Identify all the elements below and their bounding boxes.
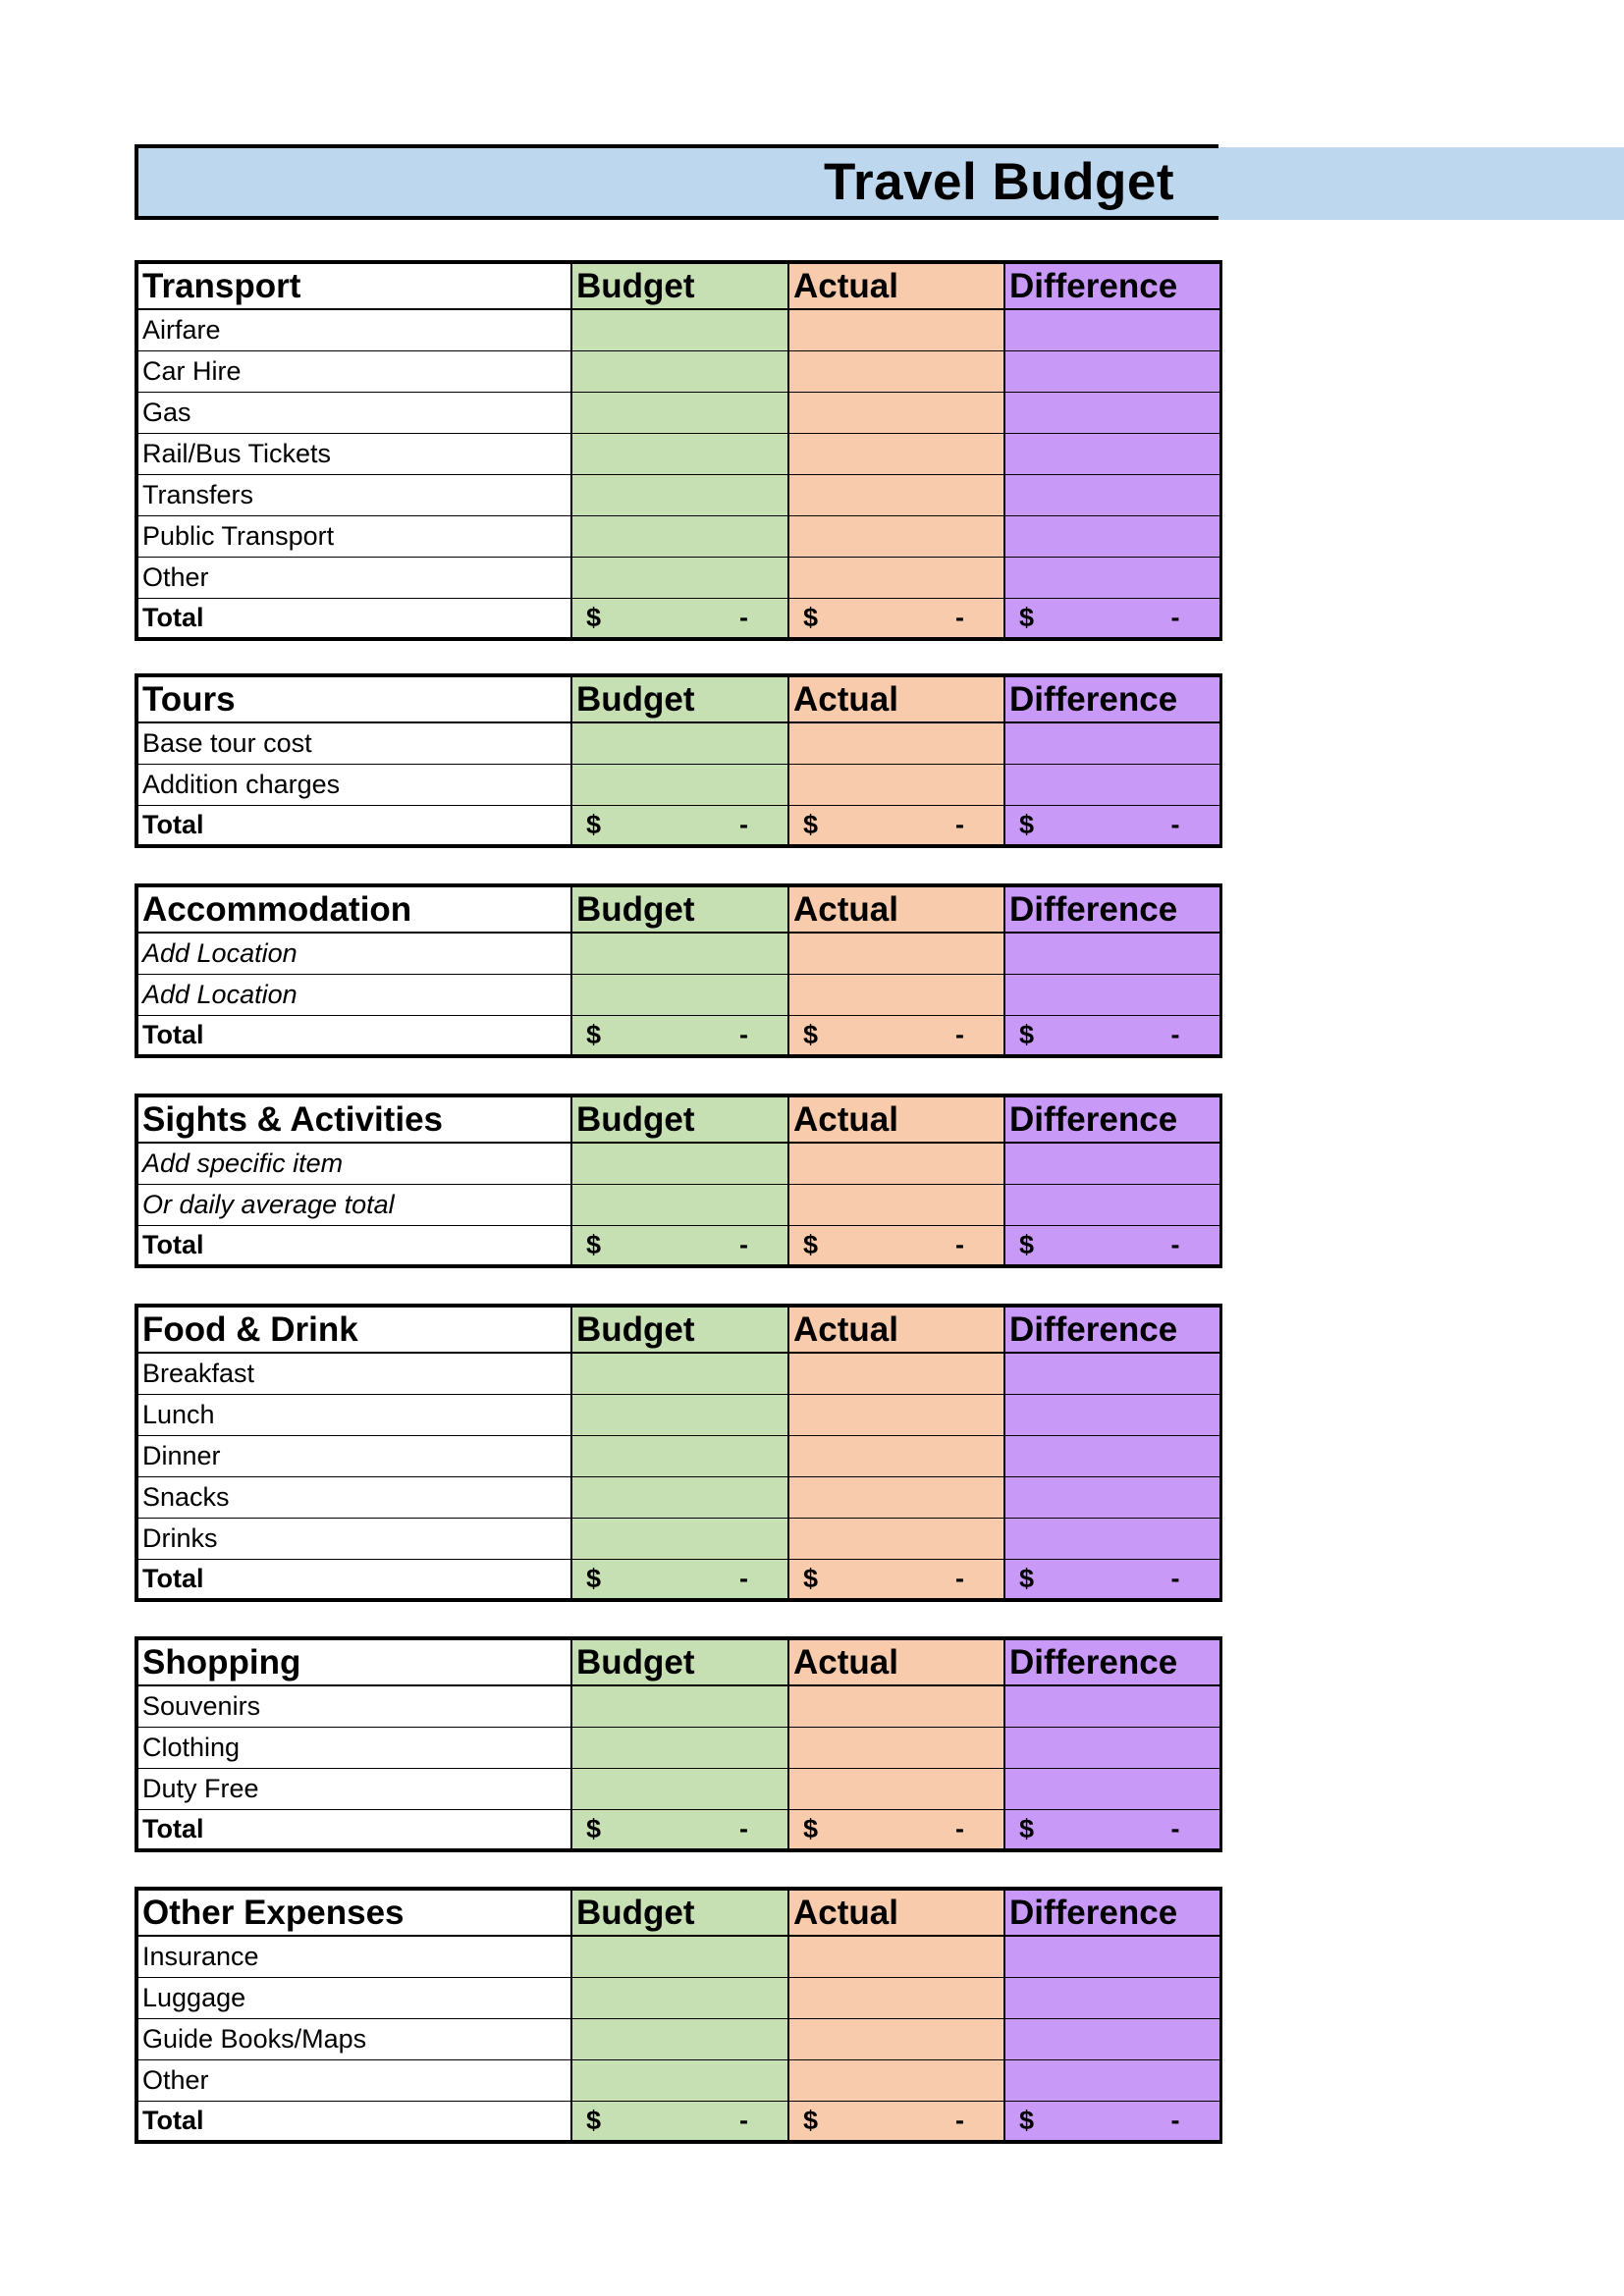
section-table <box>135 1094 1222 1268</box>
difference-cell[interactable] <box>1004 1353 1220 1394</box>
table-row <box>136 1476 1220 1518</box>
budget-header[interactable]: Budget <box>571 1306 788 1353</box>
item-label[interactable]: Addition charges <box>136 764 571 805</box>
total-label[interactable]: Total <box>136 1015 571 1056</box>
total-row <box>136 1559 1220 1600</box>
money-value <box>1009 810 1216 840</box>
section-table <box>135 260 1222 641</box>
section-header-row <box>136 675 1220 722</box>
table-row <box>136 2059 1220 2101</box>
table-row <box>136 309 1220 350</box>
total-label[interactable]: Total <box>136 1559 571 1600</box>
money-value <box>576 2106 784 2136</box>
difference-cell[interactable] <box>1004 433 1220 474</box>
difference-cell[interactable] <box>1004 1394 1220 1435</box>
budget-total[interactable] <box>571 598 788 639</box>
section-header-row <box>136 262 1220 309</box>
amount-value: - <box>739 1813 748 1843</box>
total-row <box>136 1809 1220 1850</box>
title-band <box>1218 147 1624 220</box>
budget-cell[interactable] <box>571 1685 788 1727</box>
difference-cell[interactable] <box>1004 1518 1220 1559</box>
budget-cell[interactable] <box>571 1143 788 1184</box>
actual-total[interactable] <box>788 598 1004 639</box>
table-row <box>136 1768 1220 1809</box>
total-label[interactable]: Total <box>136 805 571 846</box>
page-title: Travel Budget <box>824 153 1174 211</box>
budget-total[interactable] <box>571 1015 788 1056</box>
table-row <box>136 350 1220 392</box>
amount-value: - <box>739 602 748 632</box>
actual-cell[interactable] <box>788 974 1004 1015</box>
section-header-row <box>136 885 1220 933</box>
table-row <box>136 1685 1220 1727</box>
difference-cell[interactable] <box>1004 1476 1220 1518</box>
difference-cell[interactable] <box>1004 1685 1220 1727</box>
item-label[interactable]: Public Transport <box>136 515 571 557</box>
table-row <box>136 474 1220 515</box>
table-row <box>136 557 1220 598</box>
actual-cell[interactable] <box>788 1936 1004 1977</box>
table-row <box>136 1435 1220 1476</box>
budget-cell[interactable] <box>571 1936 788 1977</box>
money-value <box>1009 1564 1216 1594</box>
difference-cell[interactable] <box>1004 350 1220 392</box>
money-value <box>793 1020 1000 1050</box>
currency-symbol: $ <box>586 1563 602 1593</box>
actual-header[interactable]: Actual <box>788 1306 1004 1353</box>
total-label[interactable]: Total <box>136 1809 571 1850</box>
currency-symbol: $ <box>1019 1019 1035 1049</box>
difference-cell[interactable] <box>1004 1727 1220 1768</box>
difference-cell[interactable] <box>1004 1936 1220 1977</box>
item-label[interactable]: Clothing <box>136 1727 571 1768</box>
money-value <box>1009 1230 1216 1260</box>
budget-cell[interactable] <box>571 764 788 805</box>
item-label[interactable]: Duty Free <box>136 1768 571 1809</box>
item-label[interactable]: Other <box>136 557 571 598</box>
currency-symbol: $ <box>803 1813 819 1843</box>
budget-total[interactable] <box>571 2101 788 2142</box>
total-row <box>136 598 1220 639</box>
actual-cell[interactable] <box>788 2018 1004 2059</box>
currency-symbol: $ <box>803 602 819 632</box>
difference-cell[interactable] <box>1004 1768 1220 1809</box>
section-header-row <box>136 1095 1220 1143</box>
budget-total[interactable] <box>571 1809 788 1850</box>
difference-total[interactable] <box>1004 598 1220 639</box>
item-label[interactable]: Rail/Bus Tickets <box>136 433 571 474</box>
difference-cell[interactable] <box>1004 309 1220 350</box>
difference-cell[interactable] <box>1004 1977 1220 2018</box>
currency-symbol: $ <box>586 1229 602 1259</box>
currency-symbol: $ <box>1019 809 1035 839</box>
table-row <box>136 433 1220 474</box>
currency-symbol: $ <box>586 809 602 839</box>
money-value <box>1009 1814 1216 1844</box>
table-row <box>136 764 1220 805</box>
amount-value: - <box>739 2105 748 2135</box>
currency-symbol: $ <box>803 1563 819 1593</box>
money-value <box>793 810 1000 840</box>
budget-header[interactable]: Budget <box>571 1638 788 1685</box>
currency-symbol: $ <box>803 809 819 839</box>
amount-value: - <box>955 809 964 839</box>
actual-cell[interactable] <box>788 515 1004 557</box>
budget-cell[interactable] <box>571 515 788 557</box>
difference-cell[interactable] <box>1004 1184 1220 1225</box>
difference-cell[interactable] <box>1004 974 1220 1015</box>
section-title[interactable]: Sights & Activities <box>136 1095 571 1143</box>
currency-symbol: $ <box>586 602 602 632</box>
actual-cell[interactable] <box>788 350 1004 392</box>
amount-value: - <box>955 1813 964 1843</box>
table-row <box>136 933 1220 974</box>
table-row <box>136 722 1220 764</box>
money-value <box>793 1564 1000 1594</box>
difference-cell[interactable] <box>1004 515 1220 557</box>
difference-total[interactable] <box>1004 1225 1220 1266</box>
item-label[interactable]: Souvenirs <box>136 1685 571 1727</box>
title-cell[interactable] <box>135 144 1218 220</box>
money-value <box>1009 1020 1216 1050</box>
difference-cell[interactable] <box>1004 1143 1220 1184</box>
budget-cell[interactable] <box>571 1476 788 1518</box>
budget-cell[interactable] <box>571 1184 788 1225</box>
difference-cell[interactable] <box>1004 1435 1220 1476</box>
budget-cell[interactable] <box>571 2059 788 2101</box>
amount-value: - <box>1170 1229 1180 1259</box>
item-label[interactable]: Guide Books/Maps <box>136 2018 571 2059</box>
money-value <box>576 1230 784 1260</box>
actual-cell[interactable] <box>788 722 1004 764</box>
budget-cell[interactable] <box>571 933 788 974</box>
budget-total[interactable] <box>571 1559 788 1600</box>
budget-cell[interactable] <box>571 722 788 764</box>
difference-cell[interactable] <box>1004 764 1220 805</box>
actual-header[interactable]: Actual <box>788 1095 1004 1143</box>
actual-cell[interactable] <box>788 1353 1004 1394</box>
actual-cell[interactable] <box>788 309 1004 350</box>
table-row <box>136 1143 1220 1184</box>
budget-cell[interactable] <box>571 392 788 433</box>
item-label[interactable]: Other <box>136 2059 571 2101</box>
difference-cell[interactable] <box>1004 474 1220 515</box>
amount-value: - <box>1170 1563 1180 1593</box>
actual-cell[interactable] <box>788 1394 1004 1435</box>
difference-header[interactable]: Difference <box>1004 675 1220 722</box>
item-label[interactable]: Lunch <box>136 1394 571 1435</box>
section-header-row <box>136 1638 1220 1685</box>
budget-cell[interactable] <box>571 1727 788 1768</box>
section-table <box>135 1636 1222 1852</box>
amount-value: - <box>955 1229 964 1259</box>
amount-value: - <box>1170 602 1180 632</box>
section-table <box>135 1304 1222 1602</box>
table-row <box>136 392 1220 433</box>
actual-cell[interactable] <box>788 1476 1004 1518</box>
table-row <box>136 1353 1220 1394</box>
currency-symbol: $ <box>1019 1229 1035 1259</box>
amount-value: - <box>1170 2105 1180 2135</box>
item-label[interactable]: Dinner <box>136 1435 571 1476</box>
currency-symbol: $ <box>1019 1563 1035 1593</box>
currency-symbol: $ <box>803 1229 819 1259</box>
budget-cell[interactable] <box>571 433 788 474</box>
item-label[interactable]: Add Location <box>136 933 571 974</box>
section-title[interactable]: Shopping <box>136 1638 571 1685</box>
currency-symbol: $ <box>586 2105 602 2135</box>
section-title[interactable]: Other Expenses <box>136 1889 571 1936</box>
table-row <box>136 2018 1220 2059</box>
money-value <box>576 1020 784 1050</box>
amount-value: - <box>739 809 748 839</box>
budget-cell[interactable] <box>571 1394 788 1435</box>
money-value <box>793 603 1000 633</box>
amount-value: - <box>955 2105 964 2135</box>
actual-cell[interactable] <box>788 1184 1004 1225</box>
actual-cell[interactable] <box>788 1727 1004 1768</box>
difference-cell[interactable] <box>1004 2018 1220 2059</box>
amount-value: - <box>739 1563 748 1593</box>
actual-cell[interactable] <box>788 2059 1004 2101</box>
item-label[interactable]: Drinks <box>136 1518 571 1559</box>
budget-cell[interactable] <box>571 974 788 1015</box>
amount-value: - <box>1170 1019 1180 1049</box>
difference-header[interactable]: Difference <box>1004 1638 1220 1685</box>
actual-header[interactable]: Actual <box>788 1638 1004 1685</box>
total-row <box>136 2101 1220 2142</box>
item-label[interactable]: Insurance <box>136 1936 571 1977</box>
budget-cell[interactable] <box>571 557 788 598</box>
table-row <box>136 974 1220 1015</box>
item-label[interactable]: Luggage <box>136 1977 571 2018</box>
amount-value: - <box>739 1019 748 1049</box>
actual-cell[interactable] <box>788 1685 1004 1727</box>
table-row <box>136 1727 1220 1768</box>
actual-total[interactable] <box>788 805 1004 846</box>
actual-header[interactable]: Actual <box>788 1889 1004 1936</box>
item-label[interactable]: Transfers <box>136 474 571 515</box>
budget-total[interactable] <box>571 805 788 846</box>
budget-header[interactable]: Budget <box>571 675 788 722</box>
difference-total[interactable] <box>1004 1559 1220 1600</box>
actual-cell[interactable] <box>788 1977 1004 2018</box>
currency-symbol: $ <box>586 1813 602 1843</box>
actual-cell[interactable] <box>788 1143 1004 1184</box>
difference-cell[interactable] <box>1004 557 1220 598</box>
amount-value: - <box>955 1019 964 1049</box>
difference-total[interactable] <box>1004 1809 1220 1850</box>
budget-cell[interactable] <box>571 1977 788 2018</box>
actual-total[interactable] <box>788 1015 1004 1056</box>
budget-cell[interactable] <box>571 1435 788 1476</box>
money-value <box>576 603 784 633</box>
section-header-row <box>136 1306 1220 1353</box>
section-title[interactable]: Food & Drink <box>136 1306 571 1353</box>
difference-cell[interactable] <box>1004 392 1220 433</box>
section-title[interactable]: Tours <box>136 675 571 722</box>
actual-total[interactable] <box>788 1809 1004 1850</box>
budget-header[interactable]: Budget <box>571 262 788 309</box>
difference-header[interactable]: Difference <box>1004 885 1220 933</box>
actual-header[interactable]: Actual <box>788 885 1004 933</box>
difference-cell[interactable] <box>1004 2059 1220 2101</box>
item-label[interactable]: Car Hire <box>136 350 571 392</box>
difference-header[interactable]: Difference <box>1004 1889 1220 1936</box>
item-label[interactable]: Or daily average total <box>136 1184 571 1225</box>
item-label[interactable]: Add Location <box>136 974 571 1015</box>
actual-cell[interactable] <box>788 433 1004 474</box>
amount-value: - <box>955 602 964 632</box>
section-header-row <box>136 1889 1220 1936</box>
money-value <box>1009 2106 1216 2136</box>
difference-header[interactable]: Difference <box>1004 1095 1220 1143</box>
currency-symbol: $ <box>586 1019 602 1049</box>
actual-cell[interactable] <box>788 392 1004 433</box>
total-label[interactable]: Total <box>136 2101 571 2142</box>
total-row <box>136 805 1220 846</box>
section-title[interactable]: Accommodation <box>136 885 571 933</box>
budget-cell[interactable] <box>571 350 788 392</box>
total-row <box>136 1225 1220 1266</box>
difference-cell[interactable] <box>1004 933 1220 974</box>
currency-symbol: $ <box>1019 2105 1035 2135</box>
budget-cell[interactable] <box>571 2018 788 2059</box>
item-label[interactable]: Breakfast <box>136 1353 571 1394</box>
budget-cell[interactable] <box>571 309 788 350</box>
money-value <box>793 1230 1000 1260</box>
currency-symbol: $ <box>1019 602 1035 632</box>
amount-value: - <box>1170 1813 1180 1843</box>
section-table <box>135 883 1222 1058</box>
actual-cell[interactable] <box>788 1518 1004 1559</box>
money-value <box>576 810 784 840</box>
money-value <box>793 1814 1000 1844</box>
section-table <box>135 1887 1222 2144</box>
item-label[interactable]: Gas <box>136 392 571 433</box>
table-row <box>136 1977 1220 2018</box>
money-value <box>793 2106 1000 2136</box>
total-label[interactable]: Total <box>136 1225 571 1266</box>
actual-cell[interactable] <box>788 764 1004 805</box>
table-row <box>136 1518 1220 1559</box>
money-value <box>576 1564 784 1594</box>
actual-cell[interactable] <box>788 557 1004 598</box>
amount-value: - <box>1170 809 1180 839</box>
item-label[interactable]: Snacks <box>136 1476 571 1518</box>
difference-total[interactable] <box>1004 805 1220 846</box>
budget-cell[interactable] <box>571 1518 788 1559</box>
section-title[interactable]: Transport <box>136 262 571 309</box>
budget-cell[interactable] <box>571 1353 788 1394</box>
difference-total[interactable] <box>1004 1015 1220 1056</box>
item-label[interactable]: Add specific item <box>136 1143 571 1184</box>
currency-symbol: $ <box>1019 1813 1035 1843</box>
actual-cell[interactable] <box>788 474 1004 515</box>
difference-header[interactable]: Difference <box>1004 262 1220 309</box>
money-value <box>1009 603 1216 633</box>
table-row <box>136 1936 1220 1977</box>
difference-total[interactable] <box>1004 2101 1220 2142</box>
actual-total[interactable] <box>788 1225 1004 1266</box>
currency-symbol: $ <box>803 2105 819 2135</box>
actual-total[interactable] <box>788 2101 1004 2142</box>
item-label[interactable]: Base tour cost <box>136 722 571 764</box>
actual-cell[interactable] <box>788 1435 1004 1476</box>
table-row <box>136 1184 1220 1225</box>
total-label[interactable]: Total <box>136 598 571 639</box>
table-row <box>136 515 1220 557</box>
budget-header[interactable]: Budget <box>571 1889 788 1936</box>
budget-header[interactable]: Budget <box>571 885 788 933</box>
amount-value: - <box>739 1229 748 1259</box>
budget-cell[interactable] <box>571 474 788 515</box>
difference-cell[interactable] <box>1004 722 1220 764</box>
amount-value: - <box>955 1563 964 1593</box>
budget-header[interactable]: Budget <box>571 1095 788 1143</box>
total-row <box>136 1015 1220 1056</box>
currency-symbol: $ <box>803 1019 819 1049</box>
item-label[interactable]: Airfare <box>136 309 571 350</box>
actual-cell[interactable] <box>788 933 1004 974</box>
actual-header[interactable]: Actual <box>788 262 1004 309</box>
budget-total[interactable] <box>571 1225 788 1266</box>
budget-cell[interactable] <box>571 1768 788 1809</box>
money-value <box>576 1814 784 1844</box>
table-row <box>136 1394 1220 1435</box>
actual-cell[interactable] <box>788 1768 1004 1809</box>
difference-header[interactable]: Difference <box>1004 1306 1220 1353</box>
actual-header[interactable]: Actual <box>788 675 1004 722</box>
actual-total[interactable] <box>788 1559 1004 1600</box>
section-table <box>135 673 1222 848</box>
